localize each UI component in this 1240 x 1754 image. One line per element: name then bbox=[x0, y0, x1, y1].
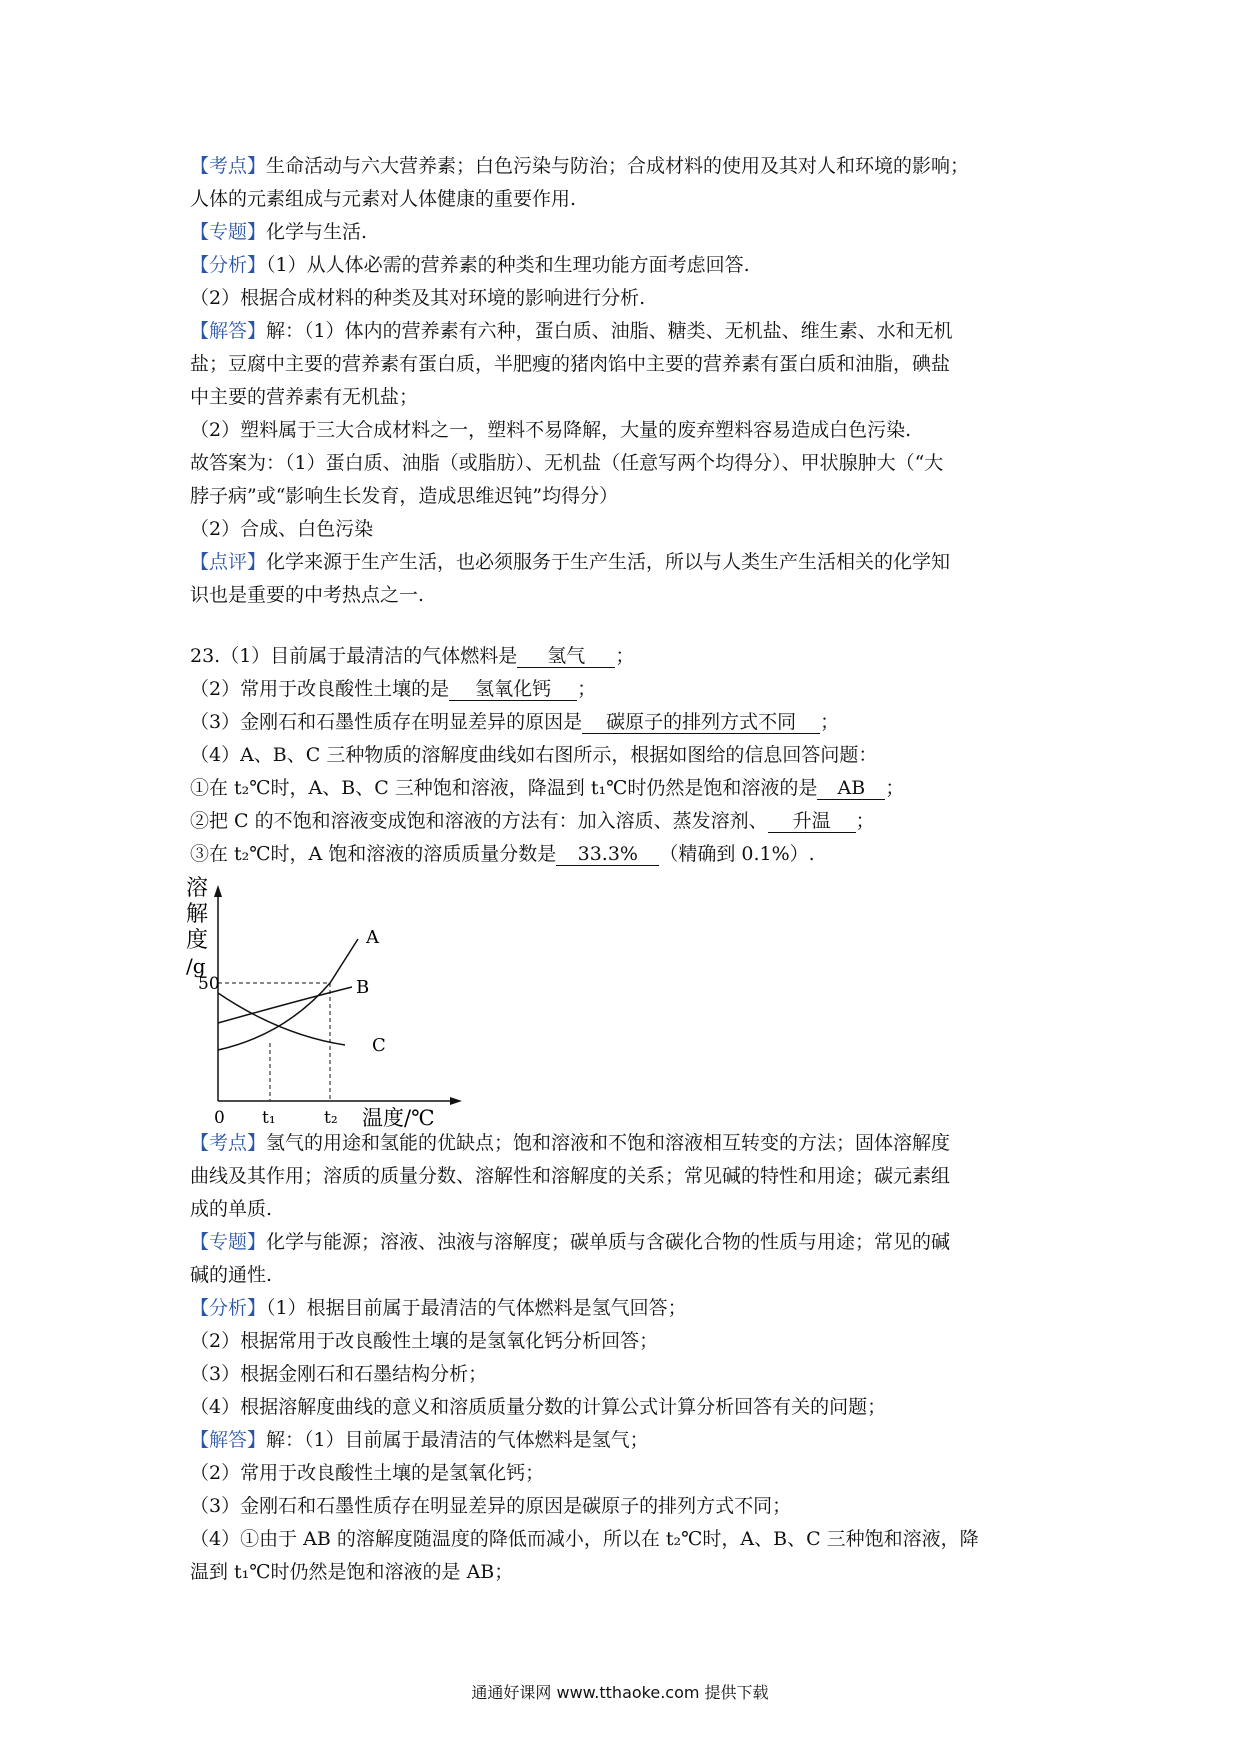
curve-c-label: C bbox=[372, 1035, 386, 1056]
curve-c bbox=[218, 993, 345, 1045]
q23-part1-answer: 氢气 bbox=[517, 645, 615, 668]
q23-part1-prompt: 23.（1）目前属于最清洁的气体燃料是 bbox=[190, 645, 518, 667]
solubility-figure bbox=[186, 875, 490, 1130]
zhuanti-tag: 【专题】 bbox=[190, 221, 267, 243]
answer-line-2: 脖子病”或“影响生长发育，造成思维迟钝”均得分） bbox=[190, 485, 619, 507]
fenxi2-line-1 bbox=[190, 1292, 1060, 1325]
q23-part3-end: ； bbox=[820, 711, 840, 733]
y-tick-50: 50 bbox=[198, 974, 220, 994]
q23-part4c-prompt: ③在 t₂℃时，A 饱和溶液的溶质质量分数是 bbox=[190, 843, 557, 865]
q23-part2 bbox=[190, 673, 1060, 706]
q23-part2-answer: 氢氧化钙 bbox=[449, 678, 577, 701]
q23-part4a-end: ； bbox=[885, 777, 905, 799]
fenxi2-tag: 【分析】 bbox=[190, 1297, 267, 1319]
fenxi-line-1 bbox=[190, 249, 1060, 282]
curve-a-label: A bbox=[366, 927, 379, 948]
ylabel-char-3: 度 bbox=[186, 928, 209, 953]
fenxi2-line-4: （4）根据溶解度曲线的意义和溶质质量分数的计算公式计算分析回答有关的问题； bbox=[190, 1396, 887, 1418]
dianping-text: 化学来源于生产生活，也必须服务于生产生活，所以与人类生产生活相关的化学知 bbox=[266, 551, 951, 573]
jieda2-line-3: （3）金刚石和石墨性质存在明显差异的原因是碳原子的排列方式不同； bbox=[190, 1495, 792, 1517]
dianping-line-1 bbox=[190, 546, 1060, 579]
jieda-line-3: 中主要的营养素有无机盐； bbox=[190, 386, 419, 408]
kaodian2-line-3: 成的单质. bbox=[190, 1198, 273, 1220]
zhuanti2-line-1 bbox=[190, 1226, 1060, 1259]
kaodian2-tag: 【考点】 bbox=[190, 1132, 267, 1154]
q23-part4a-answer: AB bbox=[817, 777, 885, 800]
q23-part2-prompt: （2）常用于改良酸性土壤的是 bbox=[190, 678, 450, 700]
x-tick-t2: t₂ bbox=[324, 1108, 338, 1128]
answer-line-1: 故答案为：（1）蛋白质、油脂（或脂肪）、无机盐（任意写两个均得分）、甲状腺肿大（“大 bbox=[190, 452, 944, 474]
answer-line-3: （2）合成、白色污染 bbox=[190, 518, 374, 540]
ylabel-char-1: 溶 bbox=[186, 876, 209, 901]
document-body bbox=[186, 150, 1060, 1589]
x-tick-t1: t₁ bbox=[262, 1108, 276, 1128]
q23-part4a-prompt: ①在 t₂℃时，A、B、C 三种饱和溶液，降温到 t₁℃时仍然是饱和溶液的是 bbox=[190, 777, 818, 799]
q23-part3-answer: 碳原子的排列方式不同 bbox=[582, 711, 820, 734]
zhuanti-text: 化学与生活. bbox=[266, 221, 368, 243]
jieda-line-2: 盐；豆腐中主要的营养素有蛋白质，半肥瘦的猪肉馅中主要的营养素有蛋白质和油脂，碘盐 bbox=[190, 353, 951, 375]
section-gap bbox=[190, 612, 1060, 640]
q23-part4: （4）A、B、C 三种物质的溶解度曲线如右图所示，根据如图给的信息回答问题： bbox=[190, 744, 878, 766]
x-axis-arrow bbox=[450, 1097, 462, 1105]
jieda-line-1 bbox=[190, 315, 1060, 348]
q23-part1-end: ； bbox=[615, 645, 635, 667]
q23-part4b-prompt: ②把 C 的不饱和溶液变成饱和溶液的方法有：加入溶质、蒸发溶剂、 bbox=[190, 810, 768, 832]
curve-b-label: B bbox=[356, 977, 370, 998]
q23-part4c bbox=[190, 838, 1060, 871]
q23-part4a bbox=[190, 772, 1060, 805]
q23-part4b bbox=[190, 805, 1060, 838]
page-footer: 通通好课网 www.tthaoke.com 提供下载 bbox=[471, 1683, 769, 1702]
x-axis-label: 温度/℃ bbox=[362, 1106, 435, 1130]
zhuanti2-text: 化学与能源；溶液、浊液与溶解度；碳单质与含碳化合物的性质与用途；常见的碱 bbox=[266, 1231, 951, 1253]
curve-a bbox=[218, 939, 358, 1050]
kaodian-line-1 bbox=[190, 150, 1060, 183]
jieda2-line-2: （2）常用于改良酸性土壤的是氢氧化钙； bbox=[190, 1462, 545, 1484]
jieda2-line-1 bbox=[190, 1424, 1060, 1457]
kaodian2-line-1 bbox=[190, 1127, 1060, 1160]
fenxi-text: （1）从人体必需的营养素的种类和生理功能方面考虑回答. bbox=[266, 254, 750, 276]
kaodian2-text: 氢气的用途和氢能的优缺点；饱和溶液和不饱和溶液相互转变的方法；固体溶解度 bbox=[266, 1132, 951, 1154]
q23-part2-end: ； bbox=[577, 678, 597, 700]
fenxi2-line-2: （2）根据常用于改良酸性土壤的是氢氧化钙分析回答； bbox=[190, 1330, 659, 1352]
q23-part4c-end: （精确到 0.1%）. bbox=[659, 843, 815, 865]
jieda-text: 解：（1）体内的营养素有六种，蛋白质、油脂、糖类、无机盐、维生素、水和无机 bbox=[266, 320, 953, 342]
kaodian-tag: 【考点】 bbox=[190, 155, 267, 177]
zhuanti2-line-2: 碱的通性. bbox=[190, 1264, 273, 1286]
fenxi-line-2: （2）根据合成材料的种类及其对环境的影响进行分析. bbox=[190, 287, 646, 309]
fenxi-tag: 【分析】 bbox=[190, 254, 267, 276]
jieda2-line-5: 温到 t₁℃时仍然是饱和溶液的是 AB； bbox=[190, 1561, 514, 1583]
q23-part3-prompt: （3）金刚石和石墨性质存在明显差异的原因是 bbox=[190, 711, 583, 733]
jieda-tag: 【解答】 bbox=[190, 320, 267, 342]
jieda2-text: 解：（1）目前属于最清洁的气体燃料是氢气； bbox=[266, 1429, 649, 1451]
q23-part4b-answer: 升温 bbox=[768, 810, 856, 833]
solubility-diagram bbox=[186, 875, 490, 1130]
jieda2-tag: 【解答】 bbox=[190, 1429, 267, 1451]
ylabel-char-4: /g bbox=[186, 954, 206, 978]
zhuanti-line bbox=[190, 216, 1060, 249]
kaodian2-line-2: 曲线及其作用；溶质的质量分数、溶解性和溶解度的关系；常见碱的特性和用途；碳元素组 bbox=[190, 1165, 951, 1187]
x-origin-label: 0 bbox=[214, 1108, 225, 1128]
kaodian-line-2: 人体的元素组成与元素对人体健康的重要作用. bbox=[190, 188, 577, 210]
zhuanti2-tag: 【专题】 bbox=[190, 1231, 267, 1253]
dianping-line-2: 识也是重要的中考热点之一. bbox=[190, 584, 425, 606]
jieda2-line-4: （4）①由于 AB 的溶解度随温度的降低而减小，所以在 t₂℃时，A、B、C 三种饱和溶液，降 bbox=[190, 1528, 979, 1550]
q23-part1 bbox=[190, 640, 1060, 673]
q23-part4b-end: ； bbox=[855, 810, 875, 832]
q23-part3 bbox=[190, 706, 1060, 739]
kaodian-text: 生命活动与六大营养素；白色污染与防治；合成材料的使用及其对人和环境的影响； bbox=[266, 155, 970, 177]
y-axis-arrow bbox=[214, 885, 222, 897]
jieda-line-4: （2）塑料属于三大合成材料之一，塑料不易降解，大量的废弃塑料容易造成白色污染. bbox=[190, 419, 912, 441]
fenxi2-line-3: （3）根据金刚石和石墨结构分析； bbox=[190, 1363, 488, 1385]
q23-part4c-answer: 33.3% bbox=[556, 843, 659, 866]
dianping-tag: 【点评】 bbox=[190, 551, 267, 573]
fenxi2-text: （1）根据目前属于最清洁的气体燃料是氢气回答； bbox=[266, 1297, 687, 1319]
ylabel-char-2: 解 bbox=[186, 902, 209, 927]
